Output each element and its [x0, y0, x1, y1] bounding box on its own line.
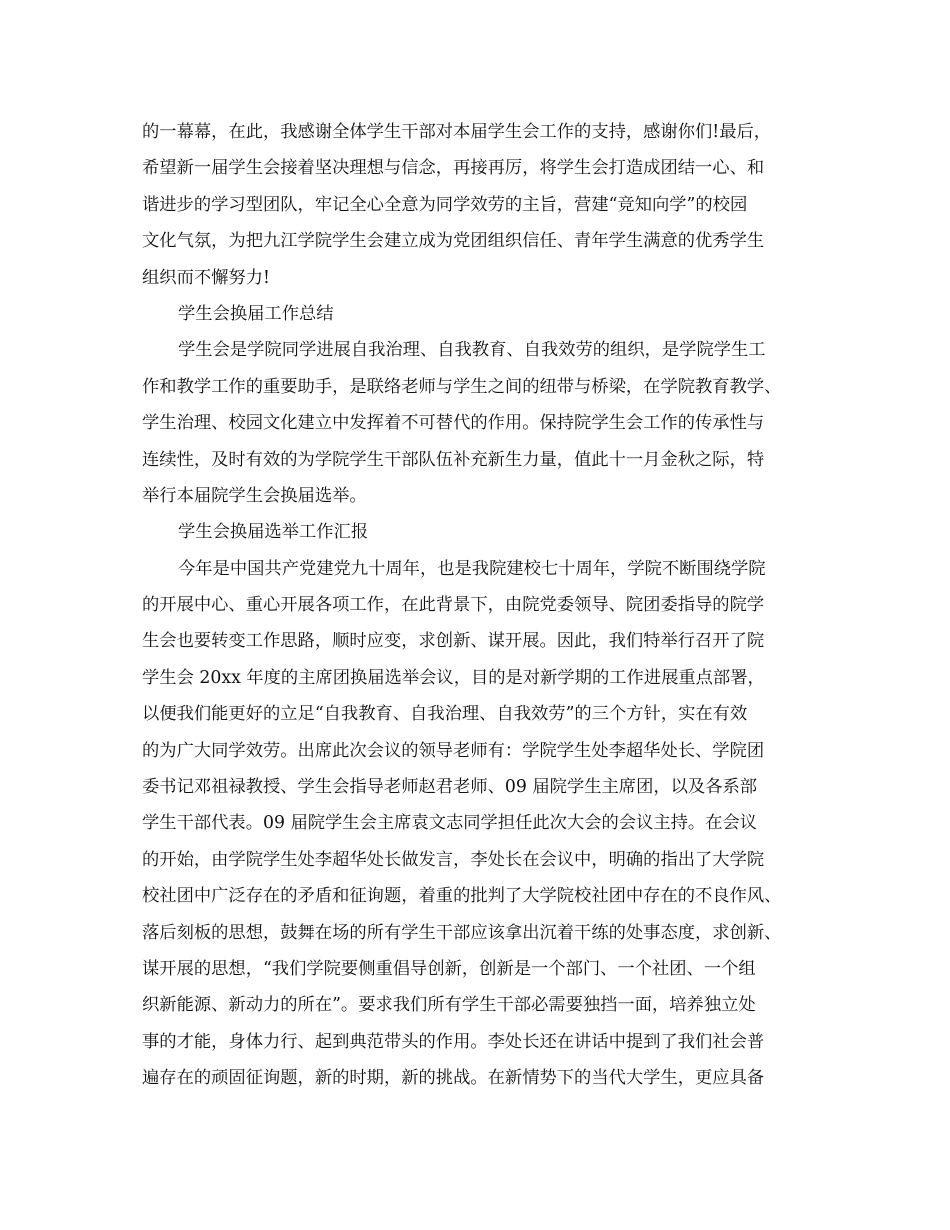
text-line: 委书记邓祖禄教授、学生会指导老师赵君老师、09 届院学生主席团，以及各系部	[142, 777, 758, 798]
text-line: 谐进步的学习型团队，牢记全心全意为同学效劳的主旨，营建“竞知向学”的校园	[142, 194, 748, 215]
text-line: 组织而不懈努力!	[142, 267, 270, 288]
text-line: 的为广大同学效劳。出席此次会议的领导老师有：学院学生处李超华处长、学院团	[142, 740, 765, 761]
text-line: 希望新一届学生会接着坚决理想与信念，再接再厉，将学生会打造成团结一心、和	[142, 158, 765, 179]
text-line: 学生干部代表。09 届院学生会主席袁文志同学担任此次大会的会议主持。在会议	[142, 813, 758, 834]
text-line: 落后刻板的思想，鼓舞在场的所有学生干部应该拿出沉着干练的处事态度，求创新、	[142, 922, 782, 943]
text-line: 谋开展的思想，“我们学院要侧重倡导创新，创新是一个部门、一个社团、一个组	[142, 958, 756, 979]
text-line: 事的才能，身体力行、起到典范带头的作用。李处长还在讲话中提到了我们社会普	[142, 1031, 765, 1052]
text-line: 以便我们能更好的立足“自我教育、自我治理、自我效劳”的三个方针，实在有效	[142, 704, 748, 725]
paragraph-start-line: 学生会换届选举工作汇报	[178, 522, 369, 543]
text-line: 连续性，及时有效的为学院学生干部队伍补充新生力量，值此十一月金秋之际，特	[142, 449, 765, 470]
text-line: 织新能源、新动力的所在”。要求我们所有学生干部必需要独挡一面，培养独立处	[142, 995, 756, 1016]
document-body	[142, 114, 822, 1097]
text-line: 举行本届院学生会换届选举。	[142, 485, 367, 506]
text-line: 学生治理、校园文化建立中发挥着不可替代的作用。保持院学生会工作的传承性与	[142, 413, 765, 434]
text-line: 校社团中广泛存在的矛盾和征询题，着重的批判了大学院校社团中存在的不良作风、	[142, 886, 782, 907]
paragraph-start-line: 今年是中国共产党建党九十周年，也是我院建校七十周年，学院不断围绕学院	[178, 558, 766, 579]
text-line: 的开始，由学院学生处李超华处长做发言，李处长在会议中，明确的指出了大学院	[142, 849, 765, 870]
text-line: 遍存在的顽固征询题，新的时期，新的挑战。在新情势下的当代大学生，更应具备	[142, 1068, 765, 1089]
paragraph-start-line: 学生会是学院同学进展自我治理、自我教育、自我效劳的组织，是学院学生工	[178, 340, 766, 361]
text-line: 生会也要转变工作思路，顺时应变，求创新、谋开展。因此，我们特举行召开了院	[142, 631, 765, 652]
paragraph-start-line: 学生会换届工作总结	[178, 303, 334, 324]
text-line: 文化气氛，为把九江学院学生会建立成为党团组织信任、青年学生满意的优秀学生	[142, 231, 765, 252]
text-line: 作和教学工作的重要助手，是联络老师与学生之间的纽带与桥梁，在学院教育教学、	[142, 376, 782, 397]
text-line: 的一幕幕，在此，我感谢全体学生干部对本届学生会工作的支持，感谢你们!最后，	[142, 122, 772, 142]
text-line: 学生会 20xx 年度的主席团换届选举会议，目的是对新学期的工作进展重点部署，	[142, 667, 765, 688]
text-line: 的开展中心、重心开展各项工作，在此背景下，由院党委领导、院团委指导的院学	[142, 595, 765, 616]
